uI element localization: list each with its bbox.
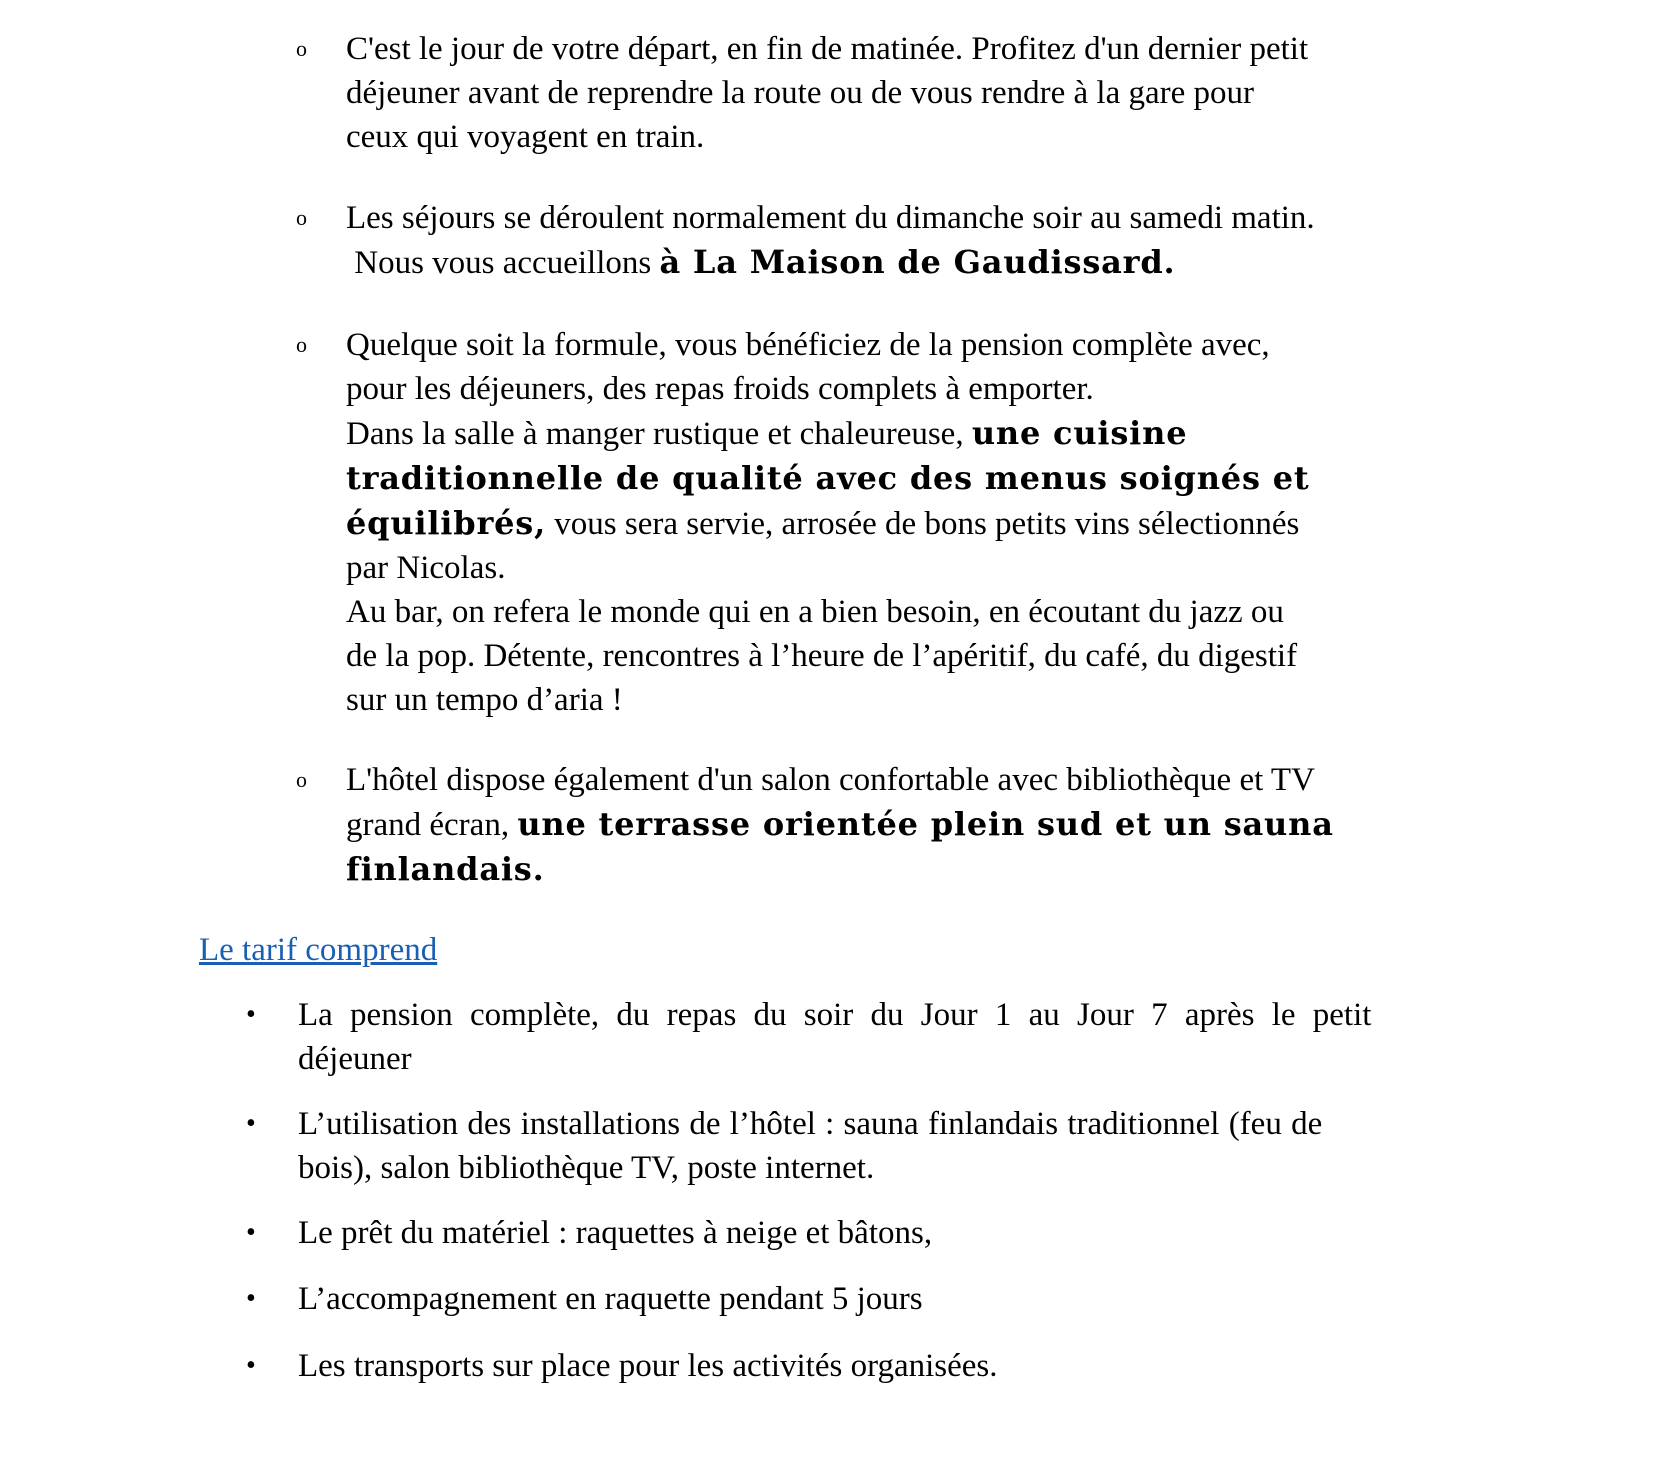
text-line: déjeuner avant de reprendre la route ou de vous rendre à la gare pour [346, 75, 1254, 111]
bold-text-run: une terrasse orientée plein sud et un sauna [517, 805, 1334, 843]
bullet-icon: • [246, 1108, 256, 1139]
bullet-icon: • [246, 1217, 256, 1248]
bullet-icon: • [246, 1350, 256, 1381]
text-line: Le prêt du matériel : raquettes à neige et bâtons, [298, 1215, 933, 1251]
text-line: Quelque soit la formule, vous bénéficiez de la pension complète avec, [346, 327, 1270, 363]
text-run: Nous vous accueillons [346, 245, 660, 281]
text-line [346, 501, 1466, 546]
list-item-text [346, 196, 1466, 285]
list-item-text [298, 1211, 1462, 1255]
text-line: par Nicolas. [346, 550, 506, 586]
text-line: L'hôtel dispose également d'un salon confortable avec bibliothèque et TV [346, 762, 1315, 798]
hollow-bullet-icon: o [296, 36, 307, 61]
bold-text-run: finlandais. [346, 850, 545, 888]
text-line [346, 411, 1466, 456]
list-item-text [298, 1102, 1462, 1190]
bullet-icon: • [246, 1283, 256, 1314]
text-line [346, 240, 1466, 285]
hollow-bullet-icon: o [296, 767, 307, 792]
list-item-text [346, 27, 1466, 159]
text-line: L’accompagnement en raquette pendant 5 jours [298, 1281, 923, 1317]
bold-text-run: traditionnelle de qualité avec des menus soignés et [346, 459, 1310, 497]
text-line: L’utilisation des installations de l’hôtel : sauna finlandais traditionnel (feu de [298, 1106, 1323, 1142]
bold-text-run: une cuisine [971, 414, 1188, 452]
text-line: Au bar, on refera le monde qui en a bien besoin, en écoutant du jazz ou [346, 594, 1284, 630]
list-item-text [298, 1277, 1462, 1321]
text-line: sur un tempo d’aria ! [346, 682, 623, 718]
hollow-bullet-icon: o [296, 332, 307, 357]
text-line: déjeuner [298, 1041, 412, 1077]
bullet-icon: • [246, 999, 256, 1030]
text-line: pour les déjeuners, des repas froids complets à emporter. [346, 371, 1094, 407]
text-line: bois), salon bibliothèque TV, poste internet. [298, 1150, 875, 1186]
list-item-text [298, 1344, 1462, 1388]
text-run: vous sera servie, arrosée de bons petits vins sélectionnés [546, 506, 1300, 542]
text-line [346, 456, 1466, 501]
list-item-text [346, 323, 1466, 722]
bold-text-run: équilibrés, [346, 504, 547, 542]
text-line [346, 802, 1466, 847]
text-line [346, 847, 1466, 892]
tarif-heading-link[interactable]: Le tarif comprend [199, 932, 438, 968]
bold-text-run: à La Maison de Gaudissard. [659, 243, 1176, 281]
text-run: Dans la salle à manger rustique et chaleureuse, [346, 416, 972, 452]
text-line: Les séjours se déroulent normalement du dimanche soir au samedi matin. [346, 200, 1315, 236]
text-line: La pension complète, du repas du soir du Jour 1 au Jour 7 après le petit [298, 997, 1372, 1033]
text-line: de la pop. Détente, rencontres à l’heure de l’apéritif, du café, du digestif [346, 638, 1298, 674]
text-line: ceux qui voyagent en train. [346, 119, 705, 155]
hollow-bullet-icon: o [296, 205, 307, 230]
list-item-text [298, 993, 1462, 1081]
text-line: C'est le jour de votre départ, en fin de matinée. Profitez d'un dernier petit [346, 31, 1309, 67]
text-line: Les transports sur place pour les activités organisées. [298, 1348, 998, 1384]
list-item-text [346, 758, 1466, 892]
text-run: grand écran, [346, 807, 518, 843]
